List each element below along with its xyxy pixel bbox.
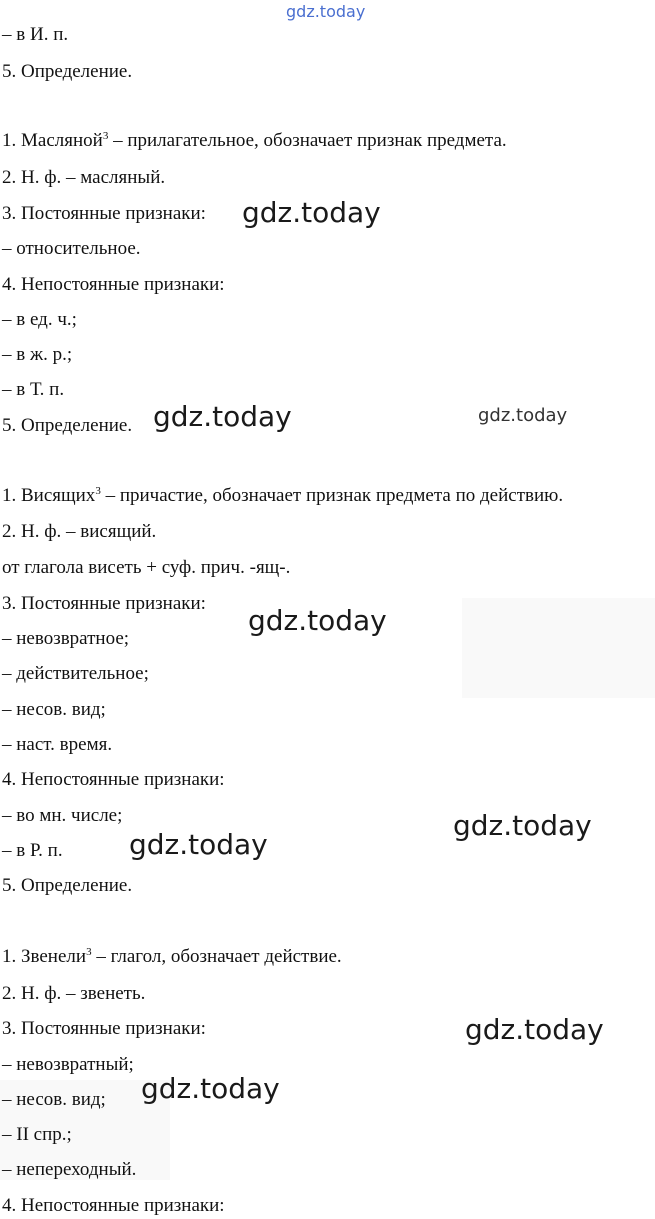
watermark: gdz.today bbox=[242, 196, 381, 229]
heading-rest: – причастие, обозначает признак предмета по действию. bbox=[100, 485, 564, 506]
text-line: – несов. вид; bbox=[2, 1089, 106, 1110]
text-line: 2. Н. ф. – звенеть. bbox=[2, 983, 146, 1004]
text-line: 5. Определение. bbox=[2, 415, 133, 436]
text-line: – несов. вид; bbox=[2, 699, 106, 720]
text-line: 2. Н. ф. – масляный. bbox=[2, 167, 166, 188]
footnote-mark: 3 bbox=[86, 946, 92, 958]
text-line: от глагола висеть + суф. прич. -ящ-. bbox=[2, 557, 291, 578]
scan-shade bbox=[462, 598, 655, 698]
text-line: 4. Непостоянные признаки: bbox=[2, 769, 225, 790]
watermark: gdz.today bbox=[129, 828, 268, 861]
watermark: gdz.today bbox=[478, 405, 568, 426]
watermark: gdz.today bbox=[248, 604, 387, 637]
text-line: – в Т. п. bbox=[2, 379, 65, 400]
text-line: – II спр.; bbox=[2, 1124, 72, 1145]
text-line: – невозвратный; bbox=[2, 1054, 134, 1075]
text-line: 5. Определение. bbox=[2, 61, 133, 82]
watermark: gdz.today bbox=[141, 1072, 280, 1105]
text-line: 3. Постоянные признаки: bbox=[2, 203, 206, 224]
text-line: – наст. время. bbox=[2, 734, 113, 755]
text-line: 3. Постоянные признаки: bbox=[2, 1018, 206, 1039]
heading-rest: – глагол, обозначает действие. bbox=[91, 946, 342, 967]
text-line: – относительное. bbox=[2, 238, 141, 259]
text-line: – невозвратное; bbox=[2, 628, 130, 649]
watermark: gdz.today bbox=[153, 400, 292, 433]
text-line: – в ж. р.; bbox=[2, 344, 73, 365]
text-line: 3. Постоянные признаки: bbox=[2, 593, 206, 614]
block-heading bbox=[2, 485, 563, 507]
text-line: 5. Определение. bbox=[2, 875, 133, 896]
text-line: 4. Непостоянные признаки: bbox=[2, 274, 225, 295]
text-line: 2. Н. ф. – висящий. bbox=[2, 521, 157, 542]
parsed-word: 1. Висящих bbox=[2, 485, 96, 506]
block-heading bbox=[2, 946, 342, 968]
text-line: – в И. п. bbox=[2, 24, 69, 45]
watermark: gdz.today bbox=[453, 809, 592, 842]
text-line: – действительное; bbox=[2, 663, 149, 684]
footnote-mark: 3 bbox=[102, 130, 109, 142]
heading-rest: – прилагательное, обозначает признак предмета. bbox=[108, 130, 507, 151]
header-watermark: gdz.today bbox=[286, 2, 366, 21]
text-line: – во мн. числе; bbox=[2, 805, 123, 826]
footnote-mark: 3 bbox=[95, 485, 101, 497]
text-line: – непереходный. bbox=[2, 1159, 137, 1180]
parsed-word: 1. Звенели bbox=[2, 946, 87, 967]
watermark: gdz.today bbox=[465, 1013, 604, 1046]
block-heading bbox=[2, 130, 507, 152]
text-line: – в Р. п. bbox=[2, 840, 63, 861]
text-line: – в ед. ч.; bbox=[2, 309, 77, 330]
parsed-word: 1. Масляной bbox=[2, 130, 103, 151]
text-line: 4. Непостоянные признаки: bbox=[2, 1195, 225, 1216]
